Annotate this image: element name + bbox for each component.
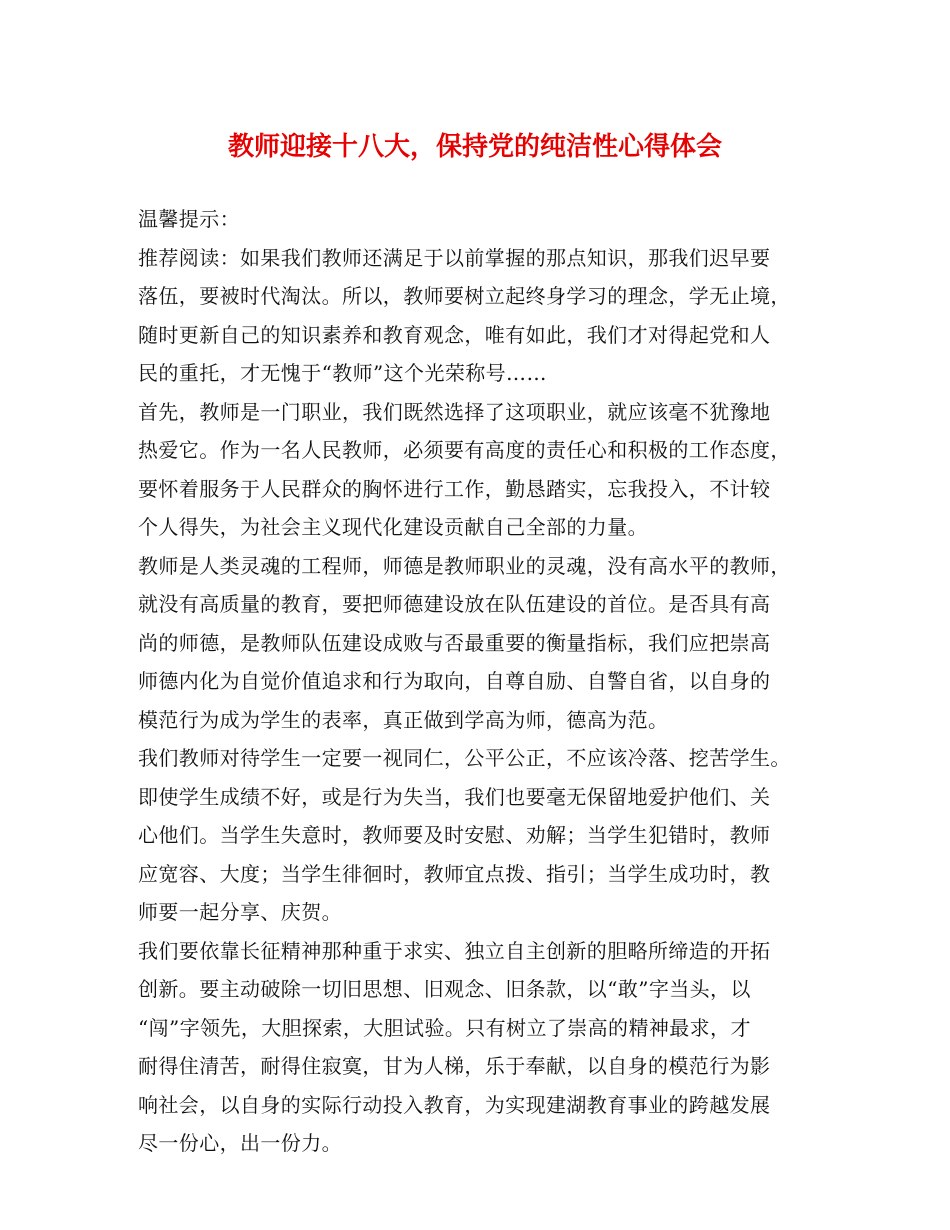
body-line: “闯”字领先，大胆探索，大胆试验。只有树立了崇高的精神最求，才 <box>138 1015 751 1040</box>
body-line: 耐得住清苦，耐得住寂寞，甘为人梯，乐于奉献，以自身的模范行为影 <box>138 1054 771 1078</box>
body-line: 热爱它。作为一名人民教师，必须要有高度的责任心和积极的工作态度， <box>138 438 791 462</box>
body-line: 要怀着服务于人民群众的胸怀进行工作，勤恳踏实，忘我投入，不计较 <box>138 476 771 501</box>
body-line: 随时更新自己的知识素养和教育观念，唯有如此，我们才对得起党和人 <box>138 322 771 347</box>
body-line: 师要一起分享、庆贺。 <box>138 900 342 924</box>
body-line: 就没有高质量的教育，要把师德建设放在队伍建设的首位。是否具有高 <box>138 592 771 616</box>
body-line: 尚的师德，是教师队伍建设成败与否最重要的衡量指标，我们应把崇高 <box>138 630 771 655</box>
document-title: 教师迎接十八大，保持党的纯洁性心得体会 <box>227 132 722 162</box>
body-line: 心他们。当学生失意时，教师要及时安慰、劝解；当学生犯错时，教师 <box>138 823 771 847</box>
body-line: 民的重托，才无愧于“教师”这个光荣称号…… <box>138 361 547 385</box>
document-body <box>138 200 818 1163</box>
body-line: 落伍，要被时代淘汰。所以，教师要树立起终身学习的理念，学无止境， <box>138 284 791 308</box>
body-line: 模范行为成为学生的表率，真正做到学高为师，德高为范。 <box>138 707 669 732</box>
body-line: 尽一份心，出一份力。 <box>138 1131 342 1155</box>
body-line: 即使学生成绩不好，或是行为失当，我们也要毫无保留地爱护他们、关 <box>138 784 771 809</box>
body-line: 应宽容、大度；当学生徘徊时，教师宜点拨、指引；当学生成功时，教 <box>138 861 771 886</box>
body-line: 温馨提示： <box>138 207 240 231</box>
body-line: 师德内化为自觉价值追求和行为取向，自尊自励、自警自省，以自身的 <box>138 669 771 693</box>
body-line: 首先，教师是一门职业，我们既然选择了这项职业，就应该毫不犹豫地 <box>138 399 771 424</box>
body-line: 创新。要主动破除一切旧思想、旧观念、旧条款，以“敢”字当头，以 <box>138 977 751 1001</box>
body-line: 推荐阅读：如果我们教师还满足于以前掌握的那点知识，那我们迟早要 <box>138 245 771 270</box>
body-line: 个人得失，为社会主义现代化建设贡献自己全部的力量。 <box>138 515 648 539</box>
body-line: 我们要依靠长征精神那种重于求实、独立自主创新的胆略所缔造的开拓 <box>138 938 771 963</box>
body-line: 响社会，以自身的实际行动投入教育，为实现建湖教育事业的跨越发展 <box>138 1092 771 1117</box>
body-line: 教师是人类灵魂的工程师，师德是教师职业的灵魂，没有高水平的教师， <box>138 553 791 578</box>
body-line: 我们教师对待学生一定要一视同仁，公平公正，不应该冷落、挖苦学生。 <box>138 746 791 770</box>
